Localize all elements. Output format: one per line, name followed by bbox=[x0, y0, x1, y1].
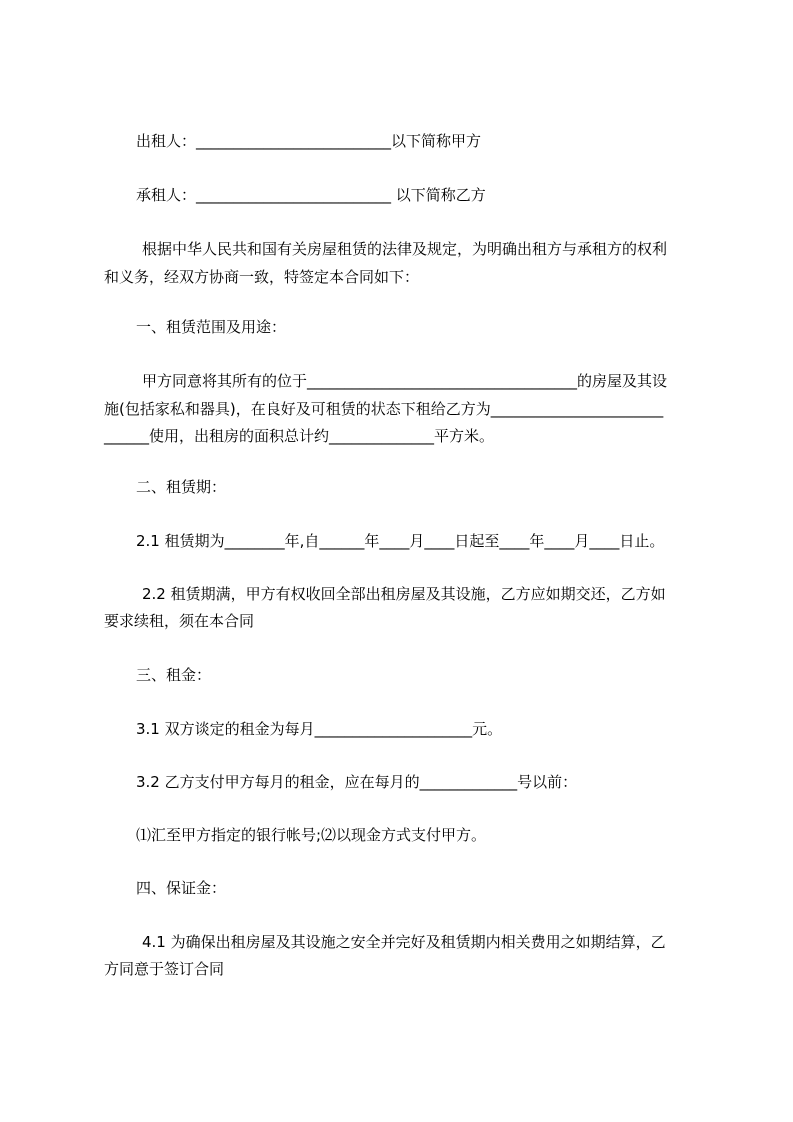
intro-paragraph-line-1: 根据中华人民共和国有关房屋租赁的法律及规定，为明确出租方与承租方的权利 bbox=[142, 240, 668, 258]
section-1-paragraph-line-3: ______使用，出租房的面积总计约______________平方米。 bbox=[104, 427, 495, 445]
clause-2-2-line-1: 2.2 租赁期满，甲方有权收回全部出租房屋及其设施，乙方应如期交还，乙方如 bbox=[142, 585, 666, 603]
clause-3-1: 3.1 双方谈定的租金为每月_____________________元。 bbox=[136, 720, 503, 738]
clause-4-1-line-2: 方同意于签订合同 bbox=[104, 960, 225, 978]
clause-4-1-line-1: 4.1 为确保出租房屋及其设施之安全并完好及租赁期内相关费用之如期结算，乙 bbox=[142, 933, 666, 951]
intro-paragraph-line-2: 和义务，经双方协商一致，特签定本合同如下： bbox=[104, 268, 420, 286]
clause-2-1: 2.1 租赁期为________年,自______年____月____日起至____年____月____日止。 bbox=[136, 532, 665, 550]
section-1-paragraph-line-1: 甲方同意将其所有的位于____________________________________的房屋及其设 bbox=[142, 372, 668, 390]
section-2-title: 二、租赁期： bbox=[136, 478, 227, 496]
section-3-title: 三、租金： bbox=[136, 666, 212, 684]
clause-3-2: 3.2 乙方支付甲方每月的租金，应在每月的_____________号以前： bbox=[136, 773, 578, 791]
section-4-title: 四、保证金： bbox=[136, 879, 227, 897]
lessee-line: 承租人：__________________________ 以下简称乙方 bbox=[136, 186, 486, 204]
clause-3-3: ⑴汇至甲方指定的银行帐号;⑵以现金方式支付甲方。 bbox=[136, 826, 487, 844]
lessor-line: 出租人：__________________________以下简称甲方 bbox=[136, 132, 482, 150]
section-1-title: 一、租赁范围及用途： bbox=[136, 318, 287, 336]
section-1-paragraph-line-2: 施(包括家私和器具)，在良好及可租赁的状态下租给乙方为_______________________ bbox=[104, 400, 664, 418]
clause-2-2-line-2: 要求续租，须在本合同 bbox=[104, 612, 255, 630]
